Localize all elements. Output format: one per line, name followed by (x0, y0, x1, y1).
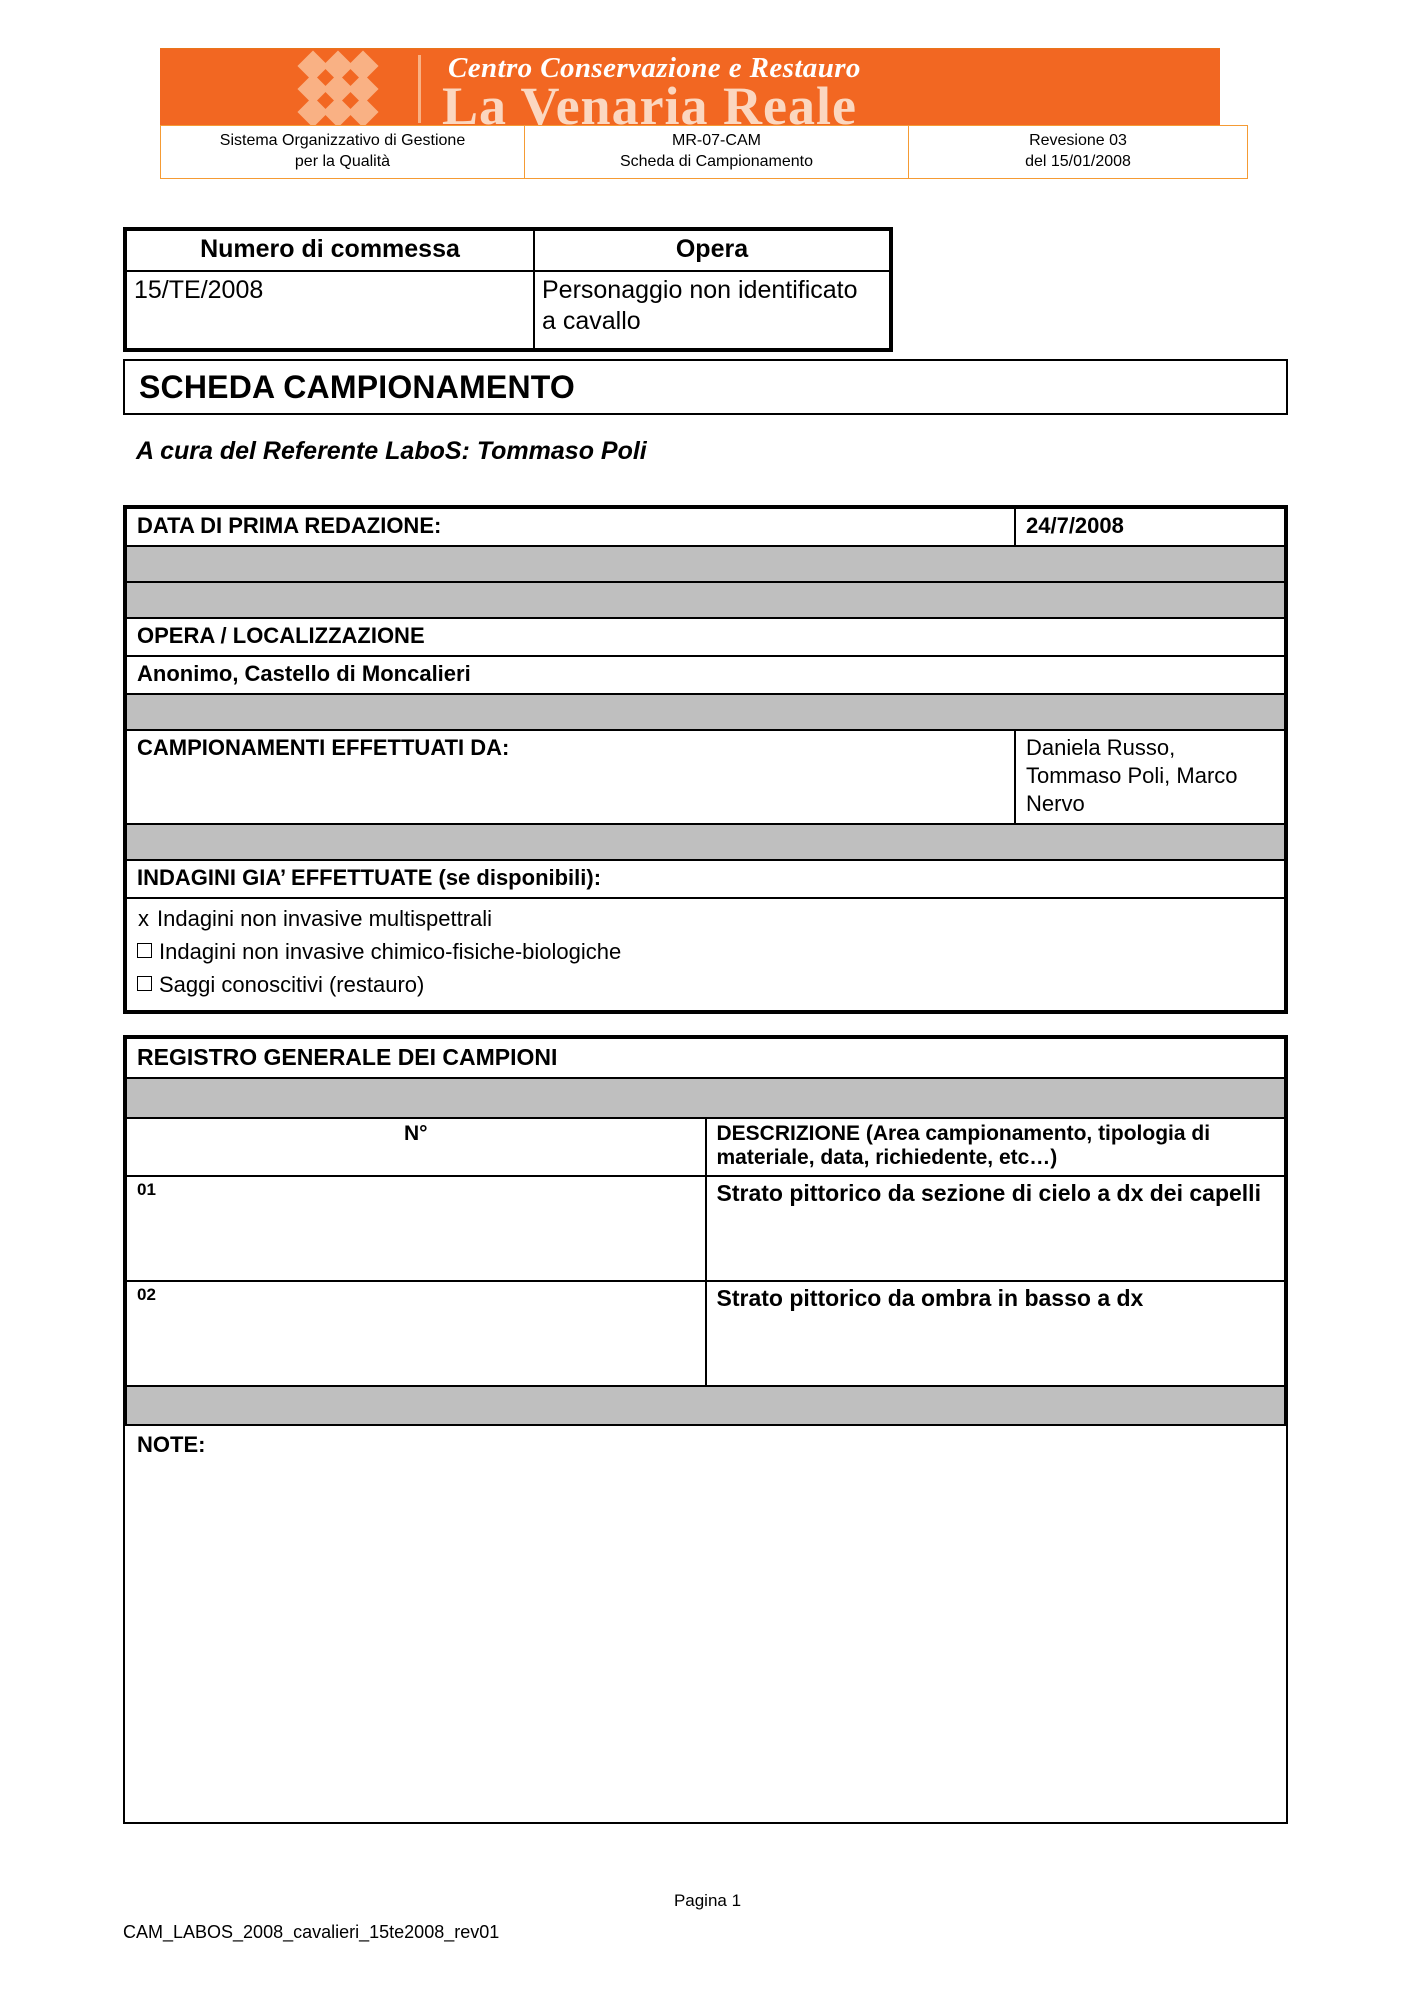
indagini-list-cell (126, 898, 1285, 1011)
referente-line: A cura del Referente LaboS: Tommaso Poli (136, 437, 647, 465)
checkbox-empty-icon[interactable] (137, 976, 152, 991)
spacer-row-grey (126, 694, 1285, 730)
list-item[interactable] (137, 935, 1274, 968)
table-row (126, 898, 1285, 1011)
spacer-row-grey (126, 824, 1285, 860)
data-redazione-value: 24/7/2008 (1015, 508, 1285, 546)
letterhead-banner (160, 48, 1220, 125)
diamond-logo-icon (302, 53, 398, 125)
spacer-row-grey (126, 546, 1285, 582)
checkbox-checked-icon[interactable]: x (138, 906, 149, 931)
letterhead-title-line1: Centro Conservazione e Restauro (448, 52, 861, 84)
commessa-opera-line1: Personaggio non identificato (542, 276, 858, 304)
opera-localizzazione-value: Anonimo, Castello di Moncalieri (126, 656, 1285, 694)
registro-table (123, 1035, 1288, 1429)
table-row (126, 1176, 1285, 1281)
indagini-list (137, 902, 1274, 1001)
registro-row-desc: Strato pittorico da ombra in basso a dx (706, 1281, 1286, 1386)
registro-row-num: 02 (126, 1281, 706, 1386)
scheda-title-box (123, 359, 1288, 415)
letterhead-title-line2: La Venaria Reale (442, 76, 857, 125)
registro-col-num: N° (126, 1118, 706, 1176)
commessa-value-numero: 15/TE/2008 (126, 271, 534, 349)
header-codice-line2: Scheda di Campionamento (619, 153, 813, 170)
table-row (126, 271, 890, 349)
table-row (126, 1078, 1285, 1118)
commessa-opera-line2: a cavallo (542, 307, 641, 335)
opera-localizzazione-label: OPERA / LOCALIZZAZIONE (126, 618, 1285, 656)
header-cell-revisione (909, 126, 1248, 179)
note-box[interactable] (123, 1424, 1288, 1824)
registro-row-num: 01 (126, 1176, 706, 1281)
table-row (126, 618, 1285, 656)
page-number: Pagina 1 (673, 1891, 742, 1910)
checkbox-empty-icon[interactable] (137, 943, 152, 958)
registro-col-desc: DESCRIZIONE (Area campionamento, tipologia di materiale, data, richiedente, etc…) (706, 1118, 1286, 1176)
indagini-item-label: Indagini non invasive multispettrali (157, 906, 493, 931)
header-revisione-line2: del 15/01/2008 (1025, 153, 1131, 170)
info-table (123, 505, 1288, 1014)
table-row (126, 582, 1285, 618)
table-row (126, 730, 1285, 824)
indagini-item-label: Indagini non invasive chimico-fisiche-biologiche (159, 939, 622, 964)
spacer-row-grey (126, 1078, 1285, 1118)
note-label: NOTE: (137, 1432, 206, 1457)
table-row (126, 230, 890, 271)
indagini-label: INDAGINI GIA’ EFFETTUATE (se disponibili): (126, 860, 1285, 898)
table-row (126, 508, 1285, 546)
table-row (126, 1118, 1285, 1176)
registro-row-desc: Strato pittorico da sezione di cielo a dx dei capelli (706, 1176, 1286, 1281)
table-row (126, 1386, 1285, 1426)
table-row (126, 1038, 1285, 1078)
table-row (126, 824, 1285, 860)
letterhead-divider (418, 55, 421, 123)
header-sistema-line2: per la Qualità (294, 153, 391, 170)
table-row (126, 656, 1285, 694)
spacer-row-grey (126, 582, 1285, 618)
table-row (161, 126, 1248, 179)
list-item[interactable] (137, 902, 1274, 935)
header-cell-sistema (161, 126, 525, 179)
table-row (126, 694, 1285, 730)
header-codice-line1: MR-07-CAM (672, 132, 761, 149)
spacer-row-grey (126, 1386, 1285, 1426)
commessa-header-numero: Numero di commessa (126, 230, 534, 271)
campionamenti-label: CAMPIONAMENTI EFFETTUATI DA: (126, 730, 1015, 824)
header-sistema-line1: Sistema Organizzativo di Gestione (219, 132, 466, 149)
table-row (126, 1281, 1285, 1386)
campionamenti-value: Daniela Russo, Tommaso Poli, Marco Nervo (1015, 730, 1285, 824)
table-row (126, 860, 1285, 898)
page-title: SCHEDA CAMPIONAMENTO (139, 368, 576, 405)
indagini-item-label: Saggi conoscitivi (restauro) (159, 972, 425, 997)
list-item[interactable] (137, 968, 1274, 1001)
registro-title: REGISTRO GENERALE DEI CAMPIONI (126, 1038, 1285, 1078)
data-redazione-label: DATA DI PRIMA REDAZIONE: (126, 508, 1015, 546)
header-cell-codice (525, 126, 909, 179)
document-filename: CAM_LABOS_2008_cavalieri_15te2008_rev01 (123, 1922, 500, 1942)
commessa-table (123, 227, 893, 352)
header-revisione-line1: Revesione 03 (1029, 132, 1127, 149)
document-header-table (160, 125, 1248, 179)
table-row (126, 546, 1285, 582)
commessa-value-opera (534, 271, 890, 349)
commessa-header-opera: Opera (534, 230, 890, 271)
